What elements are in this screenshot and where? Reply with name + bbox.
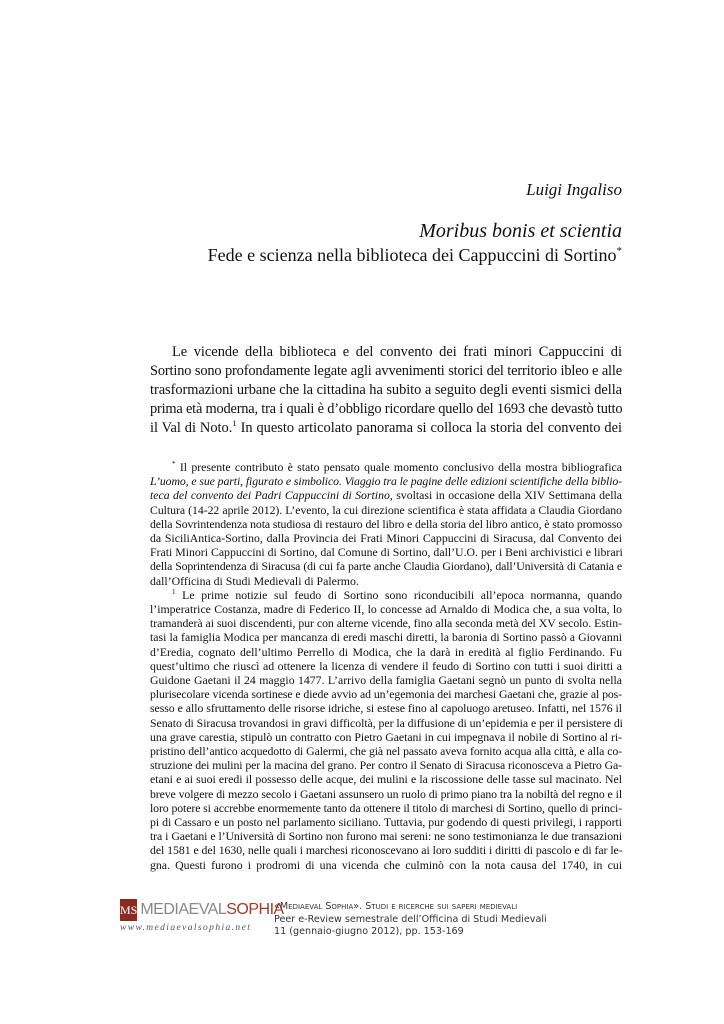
footnote-line: struzione dei mulini per la macina del grano. Per contro il Senato di Siracusa riconosceva a Pietro Ga- xyxy=(150,758,622,773)
journal-logo xyxy=(120,899,284,933)
body-text xyxy=(150,343,622,438)
journal-name: «Mediaeval Sophia». Studi e ricerche sui saperi medievali xyxy=(274,901,518,912)
footnote-line: loro potere si accrebbe enormemente tanto da ottenere il titolo di marchesi di Sortino, quello di princi- xyxy=(150,800,623,815)
footnote-italic: teca del convento dei Padri Cappuccini di Sortino xyxy=(150,488,390,503)
footnote-line: del 1581 e del 1630, nelle quali i marchesi riconoscevano ai loro sudditi i diritti di pascolo e di far le- xyxy=(150,843,623,858)
footnote-line: da SiciliAntica-Sortino, dalla Provincia dei Frati Minori Cappuccini di Siracusa, dal Convento dei xyxy=(150,531,622,546)
footnote-line: tra i Gaetani e l’Università di Sortino non furono mai sereni: ne sono testimonianza le due transazioni xyxy=(150,829,622,844)
footnote-line: tasi la famiglia Modica per mancanza di eredi maschi diretti, la baronia di Sortino passò a Giovanni xyxy=(150,630,622,645)
footnote-line: Cultura (14-22 aprile 2012). L’evento, la cui direzione scientifica è stata affidata a Claudia Giordano xyxy=(150,502,622,517)
body-line: Sortino sono profondamente legate agli avvenimenti storici del territorio ibleo e alle xyxy=(150,363,622,379)
footnote-line: d’Eredia, cognato dell’ultimo Perrello di Modica, che la darà in eredità al figlio Ferdinando. Fu xyxy=(150,644,622,659)
footnote-mark: * xyxy=(172,460,176,469)
journal-reference xyxy=(274,901,547,939)
footnote-mark: * xyxy=(616,245,622,257)
footnote-line xyxy=(150,588,622,602)
logo-url[interactable]: www.mediaevalsophia.net xyxy=(120,923,252,933)
author-name: Luigi Ingaliso xyxy=(526,180,622,199)
footnote-line: Frati Minori Cappuccini di Sortino, dal Comune di Sortino, dall’U.O. per i Beni archivistici e librari xyxy=(150,545,623,560)
body-text-span: In questo articolato panorama si colloca la storia del convento dei xyxy=(236,420,622,436)
logo-wordmark xyxy=(140,901,283,919)
body-line: Le vicende della biblioteca e del convento dei frati minori Cappuccini di xyxy=(172,344,622,360)
footnote-line: dall’Officina di Studi Medievali di Palermo. xyxy=(150,573,359,588)
logo-text-b: SOPHIA xyxy=(226,901,284,918)
logo-emblem-icon: MS xyxy=(120,899,137,921)
article-title: Moribus bonis et scientia xyxy=(419,220,622,242)
footnote-line: L’uomo, e sue parti, figurato e simbolico. Viaggio tra le pagine delle edizioni scientifiche della biblio- xyxy=(150,474,622,489)
footnote-line: tramanderà ai suoi discendenti, pur con alterne vicende, fino alla seconda metà del XV secolo. Estin- xyxy=(150,616,622,631)
footnote-line: della Soprintendenza di Siracusa (di cui fa parte anche Claudia Giordano), dall’Università di Catania e xyxy=(150,559,622,574)
footnote-1 xyxy=(150,588,622,872)
footnote-line: Senato di Siracusa trovandosi in gravi difficoltà, per la diffusione di un’epidemia e per il persistere di xyxy=(150,715,623,730)
footnote-text: Le prime notizie sul feudo di Sortino sono riconducibili all’epoca normanna, quando xyxy=(182,587,623,602)
footnote-line: Guidone Gaetani il 24 maggio 1477. L’arrivo della famiglia Gaetani segnò un punto di svolta nella xyxy=(150,673,622,688)
body-line: trasformazioni urbane che la cittadina ha subito a seguito degli eventi sismici della xyxy=(150,382,622,398)
footnote-line: pi di Cassaro e un posto nel parlamento siciliano. Tuttavia, pur godendo di questi privilegi, i rapporti xyxy=(150,815,622,830)
footnote-line: l’imperatrice Costanza, madre di Federico II, lo concesse ad Arnaldo di Modica che, a sua volta, lo xyxy=(150,602,622,617)
footnotes xyxy=(150,460,622,872)
body-text-span: il Val di Noto. xyxy=(150,420,233,436)
footnote-line xyxy=(150,488,622,502)
footnote-line: sesso e allo sfruttamento delle risorse idriche, si estese fino al capoluogo aretuseo. Infatti, nel 1576 il xyxy=(150,701,622,716)
footnote-line: quest’ultimo che riuscì ad ottenere la licenza di vendere il feudo di Sortino con tutti i suoi diritti a xyxy=(150,658,622,673)
footnote-mark: 1 xyxy=(172,587,176,596)
body-line: prima età moderna, tra i quali è d’obbligo ricordare quello del 1693 che devastò tutto xyxy=(150,401,623,417)
footnote-text: , svoltasi in occasione della XIV Settimana della xyxy=(389,488,623,503)
body-line xyxy=(150,419,622,438)
footnote-line: una grave carestia, stipulò un contratto con Pietro Gaetani in cui impegnava il nobile di Sortino al ri- xyxy=(150,729,622,744)
footnote-line xyxy=(150,460,622,474)
footnote-line: breve volgere di mezzo secolo i Gaetani assunsero un ruolo di primo piano tra la nobiltà del regno e il xyxy=(150,786,622,801)
footnote-line: della Sovrintendenza nota studiosa di restauro del libro e della storia del libro antico, è stato promosso xyxy=(150,516,622,531)
footnote-ref[interactable]: 1 xyxy=(232,418,237,429)
footnote-line: pristino dell’antico acquedotto di Galermi, che già nel passato aveva fornito acqua alla città, e alla co- xyxy=(150,744,622,759)
subtitle-text: Fede e scienza nella biblioteca dei Cappuccini di Sortino xyxy=(207,245,617,265)
footnote-text: Il presente contributo è stato pensato quale momento conclusivo della mostra bibliografica xyxy=(179,460,622,474)
journal-review: Peer e-Review semestrale dell’Officina di Studi Medievali xyxy=(274,913,547,925)
article-subtitle xyxy=(208,245,622,266)
footnote-line: etani e ai suoi eredi il possesso delle acque, dei mulini e la riscossione delle tasse sul macinato. Nel xyxy=(150,772,622,787)
footnote-line: plurisecolare vicenda sortinese e diede avvio ad un’egemonia dei marchesi Gaetani che, grazie al pos- xyxy=(150,687,622,702)
journal-issue: 11 (gennaio-giugno 2012), pp. 153-169 xyxy=(274,926,464,937)
logo-text-a: MEDIAEVAL xyxy=(140,901,227,918)
footnote-line: gna. Questi furono i prodromi di una vicenda che culminò con la nota causa del 1740, in cui xyxy=(150,857,622,872)
